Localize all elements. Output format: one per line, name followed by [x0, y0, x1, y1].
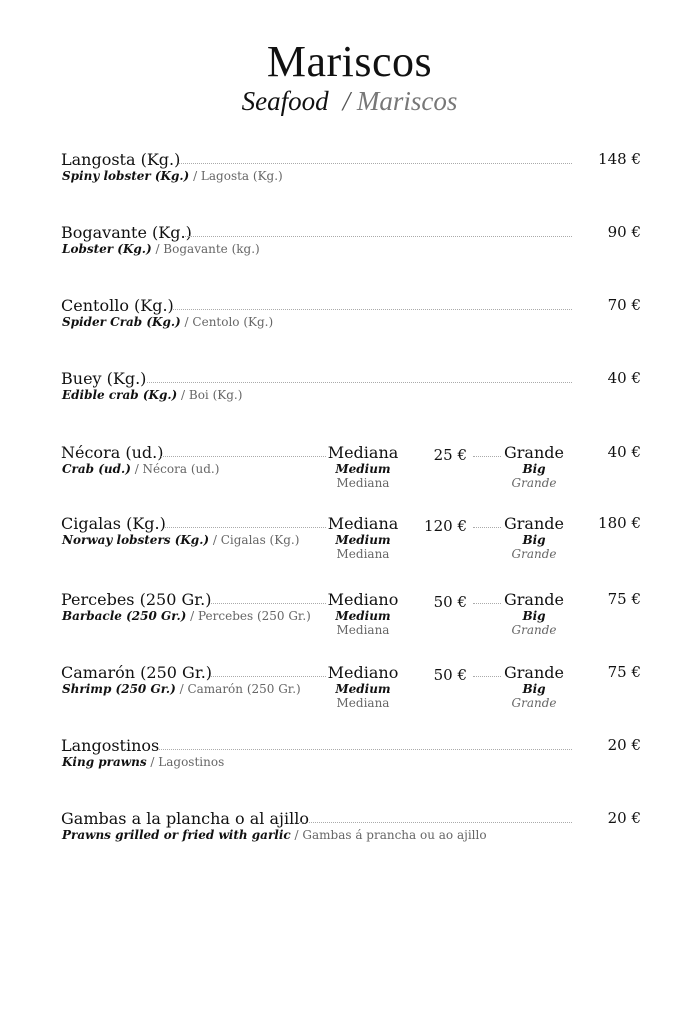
size-english: Big — [522, 682, 546, 696]
item-name: Centollo (Kg.) — [61, 296, 174, 315]
item-english: Crab (ud.) — [62, 462, 131, 476]
menu-item-gambas — [61, 809, 641, 869]
size-english: Big — [522, 609, 546, 623]
item-translation — [62, 169, 283, 183]
item-galician: / Lagostinos — [150, 755, 225, 769]
item-price: 148 € — [598, 150, 641, 168]
size-label: Mediana — [327, 443, 399, 462]
size-big — [497, 590, 571, 637]
item-translation — [62, 388, 242, 402]
item-name: Buey (Kg.) — [61, 369, 147, 388]
medium-price: 25 € — [433, 446, 467, 464]
size-galician: Grande — [511, 623, 557, 637]
big-price: 75 € — [607, 663, 641, 681]
size-english: Medium — [335, 682, 391, 696]
menu-item-camaron — [61, 663, 641, 723]
size-label: Grande — [504, 443, 564, 462]
item-galician: / Cigalas (Kg.) — [212, 533, 300, 547]
size-english: Medium — [335, 462, 391, 476]
dotted-leader — [161, 456, 326, 457]
size-english: Big — [522, 462, 546, 476]
menu-item-necora — [61, 443, 641, 503]
item-english: Norway lobsters (Kg.) — [62, 533, 210, 547]
item-price: 20 € — [607, 736, 641, 754]
size-english: Medium — [335, 609, 391, 623]
dotted-leader — [159, 749, 572, 750]
size-big — [497, 514, 571, 561]
item-name: Cigalas (Kg.) — [61, 514, 166, 533]
size-label: Mediano — [327, 663, 399, 682]
menu-item-bogavante — [61, 223, 641, 283]
medium-price: 50 € — [433, 593, 467, 611]
big-price: 40 € — [607, 443, 641, 461]
size-galician: Grande — [511, 547, 557, 561]
item-translation — [62, 755, 224, 769]
item-translation — [62, 462, 219, 476]
item-name: Camarón (250 Gr.) — [61, 663, 213, 682]
size-english: Big — [522, 533, 546, 547]
size-english: Medium — [335, 533, 391, 547]
menu-item-cigalas — [61, 514, 641, 574]
item-english: Prawns grilled or fried with garlic — [62, 828, 291, 842]
dotted-leader — [173, 309, 572, 310]
size-galician: Grande — [511, 696, 557, 710]
item-price: 40 € — [607, 369, 641, 387]
big-price: 180 € — [598, 514, 641, 532]
size-label: Grande — [504, 663, 564, 682]
item-translation — [62, 609, 311, 623]
item-translation — [62, 828, 487, 842]
item-name: Langostinos — [61, 736, 160, 755]
size-label: Grande — [504, 590, 564, 609]
item-galician: / Boi (Kg.) — [181, 388, 243, 402]
medium-price: 50 € — [433, 666, 467, 684]
size-medium — [326, 590, 400, 637]
size-medium — [326, 443, 400, 490]
menu-item-percebes — [61, 590, 641, 650]
page-subtitle — [0, 86, 699, 117]
item-name: Langosta (Kg.) — [61, 150, 181, 169]
item-name: Gambas a la plancha o al ajillo — [61, 809, 309, 828]
size-galician: Mediana — [336, 696, 390, 710]
item-english: Barbacle (250 Gr.) — [62, 609, 187, 623]
size-medium — [326, 514, 400, 561]
item-galician: / Lagosta (Kg.) — [193, 169, 283, 183]
item-price: 20 € — [607, 809, 641, 827]
subtitle-galician: Mariscos — [356, 86, 458, 116]
size-label: Mediana — [327, 514, 399, 533]
menu-item-langostinos — [61, 736, 641, 796]
item-english: Spider Crab (Kg.) — [62, 315, 181, 329]
subtitle-separator: / — [342, 86, 351, 116]
item-price: 90 € — [607, 223, 641, 241]
size-galician: Mediana — [336, 623, 390, 637]
size-big — [497, 443, 571, 490]
item-galician: / Centolo (Kg.) — [184, 315, 274, 329]
item-english: Lobster (Kg.) — [62, 242, 152, 256]
size-label: Grande — [504, 514, 564, 533]
item-name: Nécora (ud.) — [61, 443, 164, 462]
item-translation — [62, 242, 260, 256]
item-translation — [62, 315, 273, 329]
big-price: 75 € — [607, 590, 641, 608]
dotted-leader — [179, 163, 572, 164]
item-english: Shrimp (250 Gr.) — [62, 682, 176, 696]
menu-item-centollo — [61, 296, 641, 356]
dotted-leader — [211, 676, 326, 677]
menu-item-buey — [61, 369, 641, 429]
medium-price: 120 € — [424, 517, 467, 535]
item-english: Edible crab (Kg.) — [62, 388, 178, 402]
item-name: Percebes (250 Gr.) — [61, 590, 212, 609]
item-galician: / Nécora (ud.) — [134, 462, 220, 476]
dotted-leader — [295, 822, 572, 823]
item-name: Bogavante (Kg.) — [61, 223, 192, 242]
item-translation — [62, 533, 299, 547]
menu-item-langosta — [61, 150, 641, 210]
item-galician: / Gambas á prancha ou ao ajillo — [294, 828, 487, 842]
dotted-leader — [211, 603, 326, 604]
item-galician: / Camarón (250 Gr.) — [179, 682, 301, 696]
size-galician: Mediana — [336, 547, 390, 561]
dotted-leader — [147, 382, 572, 383]
item-price: 70 € — [607, 296, 641, 314]
page-title: Mariscos — [266, 37, 433, 86]
item-english: Spiny lobster (Kg.) — [62, 169, 190, 183]
item-galician: / Bogavante (kg.) — [155, 242, 260, 256]
size-galician: Mediana — [336, 476, 390, 490]
size-galician: Grande — [511, 476, 557, 490]
item-galician: / Percebes (250 Gr.) — [190, 609, 311, 623]
dotted-leader — [165, 527, 326, 528]
size-medium — [326, 663, 400, 710]
subtitle-english: Seafood — [241, 86, 329, 116]
dotted-leader — [185, 236, 572, 237]
item-translation — [62, 682, 301, 696]
size-big — [497, 663, 571, 710]
item-english: King prawns — [62, 755, 147, 769]
size-label: Mediano — [327, 590, 399, 609]
